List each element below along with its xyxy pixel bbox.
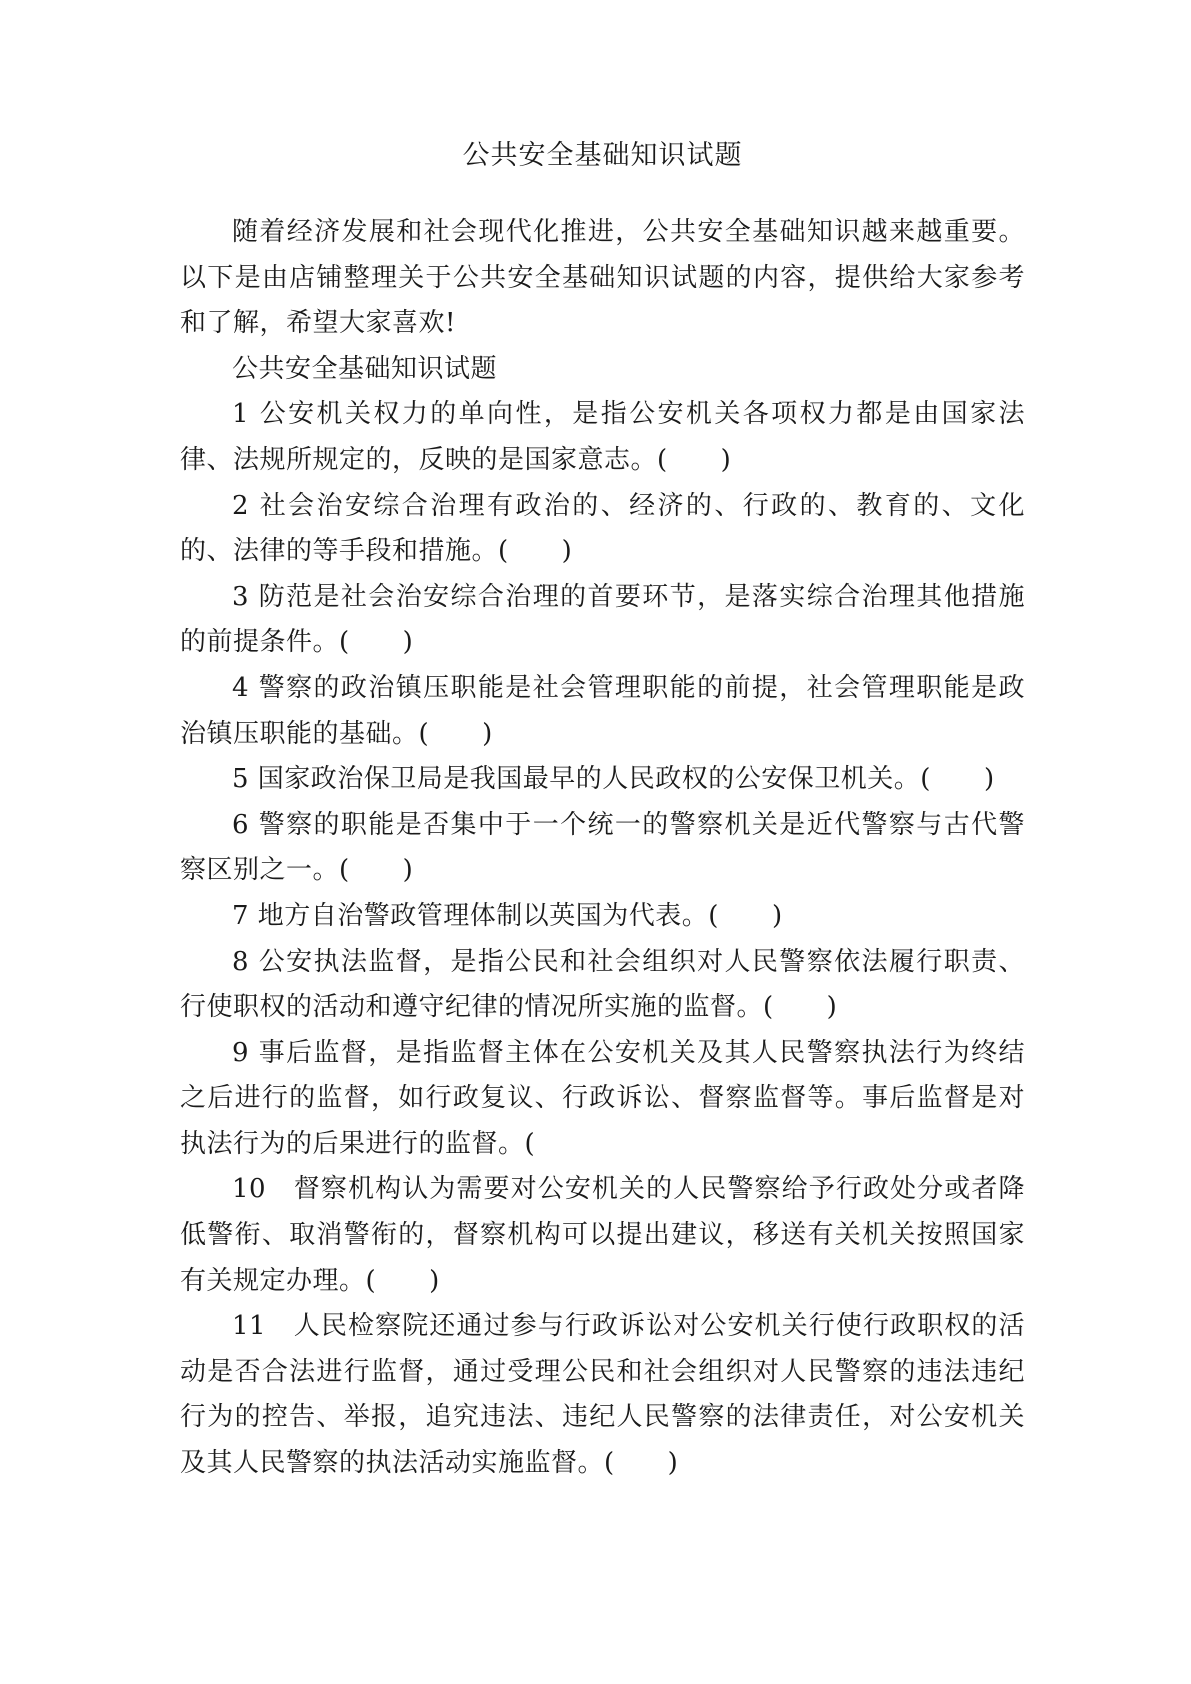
question-5: 5 国家政治保卫局是我国最早的人民政权的公安保卫机关。( )	[232, 764, 995, 795]
question-8: 8 公安执法监督，是指公民和社会组织对人民警察依法履行职责、行使职权的活动和遵守纪律的情况所实施的监督。( )	[180, 946, 1025, 1023]
intro-paragraph: 随着经济发展和社会现代化推进，公共安全基础知识越来越重要。以下是由店铺整理关于公共安全基础知识试题的内容，提供给大家参考和了解，希望大家喜欢!	[180, 217, 1025, 339]
question-4: 4 警察的政治镇压职能是社会管理职能的前提，社会管理职能是政治镇压职能的基础。( )	[180, 672, 1025, 749]
section-heading: 公共安全基础知识试题	[232, 353, 498, 384]
document-page	[180, 0, 1025, 1487]
document-title: 公共安全基础知识试题	[462, 140, 743, 171]
question-9: 9 事后监督，是指监督主体在公安机关及其人民警察执法行为终结之后进行的监督，如行政复议、行政诉讼、督察监督等。事后监督是对执法行为的后果进行的监督。(	[180, 1037, 1025, 1159]
question-11: 11 人民检察院还通过参与行政诉讼对公安机关行使行政职权的活动是否合法进行监督，通过受理公民和社会组织对人民警察的违法违纪行为的控告、举报，追究违法、违纪人民警察的法律责任，对公安机关及其人民警察的执法活动实施监督。( )	[180, 1311, 1025, 1479]
document-body	[180, 210, 1025, 1487]
question-3: 3 防范是社会治安综合治理的首要环节，是落实综合治理其他措施的前提条件。( )	[180, 581, 1025, 658]
question-10: 10 督察机构认为需要对公安机关的人民警察给予行政处分或者降低警衔、取消警衔的，督察机构可以提出建议，移送有关机关按照国家有关规定办理。( )	[180, 1174, 1025, 1296]
question-6: 6 警察的职能是否集中于一个统一的警察机关是近代警察与古代警察区别之一。( )	[180, 809, 1025, 886]
question-7: 7 地方自治警政管理体制以英国为代表。( )	[232, 900, 783, 931]
question-2: 2 社会治安综合治理有政治的、经济的、行政的、教育的、文化的、法律的等手段和措施。( )	[180, 490, 1025, 567]
question-1: 1 公安机关权力的单向性，是指公安机关各项权力都是由国家法律、法规所规定的，反映的是国家意志。( )	[180, 399, 1025, 475]
